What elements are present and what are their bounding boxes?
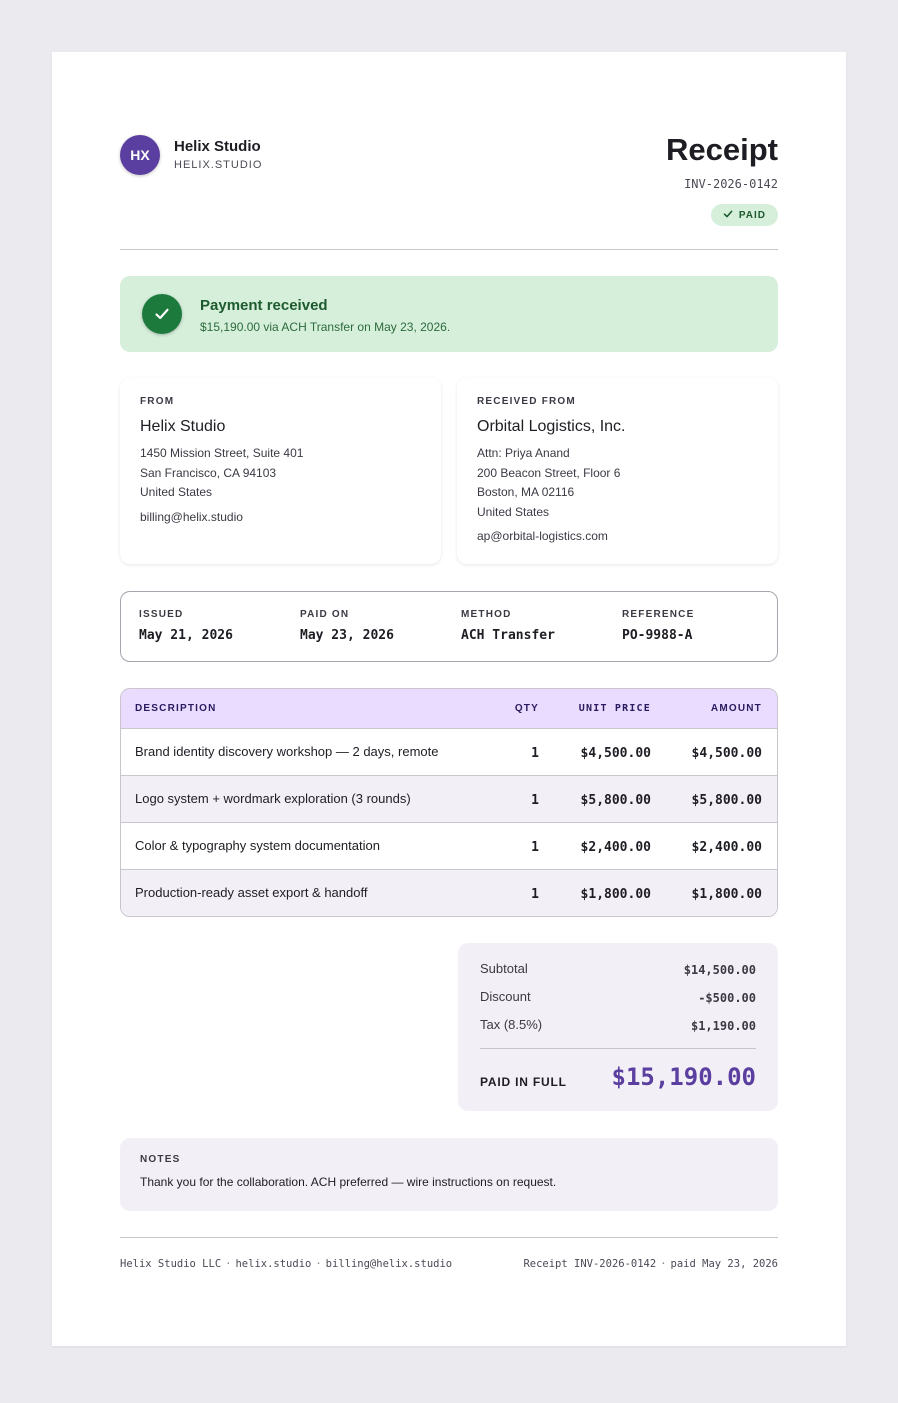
subtotal-label: Subtotal	[480, 961, 528, 976]
footer-company-info	[120, 1258, 452, 1270]
from-label: FROM	[140, 396, 175, 407]
footer-company: Helix Studio LLC	[120, 1258, 222, 1270]
banner-title: Payment received	[200, 297, 328, 314]
page-title: Receipt	[666, 132, 778, 167]
table-row	[121, 729, 777, 776]
received-from-label: RECEIVED FROM	[477, 396, 576, 407]
footer-separator: ·	[660, 1258, 667, 1270]
column-header-amount: AMOUNT	[710, 703, 762, 714]
payment-banner	[120, 276, 778, 352]
document-number: INV-2026-0142	[684, 177, 778, 191]
brand-name: Helix Studio	[174, 138, 261, 155]
from-email[interactable]: billing@helix.studio	[140, 509, 243, 524]
footer-email-link[interactable]: billing@helix.studio	[325, 1258, 453, 1270]
meta-method	[461, 609, 555, 643]
item-unit-price: $1,800.00	[580, 887, 651, 902]
table-row	[121, 776, 777, 823]
notes-label: NOTES	[140, 1154, 181, 1165]
address-line: 1450 Mission Street, Suite 401	[140, 446, 304, 460]
footer-receipt-info	[523, 1258, 778, 1270]
item-qty: 1	[531, 840, 539, 855]
from-name: Helix Studio	[140, 418, 226, 435]
item-description: Production-ready asset export & handoff	[135, 885, 368, 900]
column-header-qty: QTY	[514, 703, 539, 714]
address-line: Attn: Priya Anand	[477, 446, 570, 460]
item-amount: $2,400.00	[691, 840, 762, 855]
item-qty: 1	[531, 793, 539, 808]
meta-value: ACH Transfer	[461, 628, 555, 643]
receipt-page	[52, 52, 846, 1346]
item-description: Brand identity discovery workshop — 2 days, remote	[135, 744, 439, 759]
received-from-address	[477, 444, 758, 522]
item-qty: 1	[531, 746, 539, 761]
table-row	[121, 823, 777, 870]
meta-value: May 21, 2026	[139, 628, 233, 643]
tax-label: Tax (8.5%)	[480, 1017, 543, 1032]
meta-reference	[622, 609, 694, 643]
item-description: Logo system + wordmark exploration (3 rounds)	[135, 791, 411, 806]
discount-label: Discount	[480, 989, 531, 1004]
status-badge-label: PAID	[738, 209, 766, 221]
item-amount: $4,500.00	[691, 746, 762, 761]
table-row	[121, 870, 777, 917]
totals-panel	[458, 943, 778, 1111]
item-unit-price: $5,800.00	[580, 793, 651, 808]
address-line: Boston, MA 02116	[477, 485, 575, 499]
address-line: San Francisco, CA 94103	[140, 465, 277, 480]
discount-value: -$500.00	[698, 991, 756, 1005]
receipt-meta	[120, 591, 778, 662]
meta-issued	[139, 609, 233, 643]
banner-subtitle: $15,190.00 via ACH Transfer on May 23, 2026.	[200, 320, 451, 334]
line-items-table	[120, 688, 778, 917]
receipt-content	[120, 52, 778, 1346]
check-circle-icon	[142, 294, 182, 334]
column-header-description: DESCRIPTION	[135, 703, 217, 714]
footer-site-link[interactable]: helix.studio	[235, 1258, 312, 1270]
meta-label: ISSUED	[139, 609, 184, 620]
item-unit-price: $2,400.00	[580, 840, 651, 855]
received-from-card	[457, 378, 778, 564]
table-header	[121, 689, 777, 729]
total-value: $15,190.00	[611, 1063, 756, 1091]
item-unit-price: $4,500.00	[580, 746, 651, 761]
totals-divider	[480, 1048, 756, 1049]
brand-domain: HELIX.STUDIO	[174, 159, 263, 171]
check-icon	[723, 209, 733, 222]
received-from-email[interactable]: ap@orbital-logistics.com	[477, 529, 608, 543]
address-line: United States	[140, 485, 213, 499]
header-divider	[120, 249, 778, 250]
meta-label: METHOD	[461, 609, 512, 620]
item-amount: $5,800.00	[691, 793, 762, 808]
meta-value: May 23, 2026	[300, 628, 394, 643]
total-label: PAID IN FULL	[480, 1075, 567, 1089]
column-header-unit-price: UNIT PRICE	[578, 703, 651, 714]
from-card	[120, 378, 441, 564]
notes-text: Thank you for the collaboration. ACH preferred — wire instructions on request.	[140, 1175, 557, 1189]
status-badge	[711, 204, 778, 226]
item-description: Color & typography system documentation	[135, 838, 380, 853]
footer-divider	[120, 1237, 778, 1238]
brand-avatar: HX	[120, 135, 160, 175]
footer-separator: ·	[225, 1258, 232, 1270]
meta-label: REFERENCE	[622, 609, 695, 620]
meta-value: PO-9988-A	[622, 628, 693, 643]
item-qty: 1	[531, 887, 539, 902]
item-amount: $1,800.00	[691, 887, 762, 902]
received-from-name: Orbital Logistics, Inc.	[477, 418, 626, 435]
meta-label: PAID ON	[300, 609, 350, 620]
meta-paid-on	[300, 609, 394, 643]
subtotal-value: $14,500.00	[683, 963, 756, 977]
notes-panel	[120, 1138, 778, 1211]
address-line: United States	[477, 504, 550, 519]
footer-receipt-number: Receipt INV-2026-0142	[523, 1258, 657, 1270]
tax-value: $1,190.00	[690, 1019, 756, 1033]
address-line: 200 Beacon Street, Floor 6	[477, 465, 621, 480]
footer-separator: ·	[315, 1258, 322, 1270]
footer-paid-date: paid May 23, 2026	[670, 1258, 778, 1270]
from-address	[140, 444, 421, 503]
